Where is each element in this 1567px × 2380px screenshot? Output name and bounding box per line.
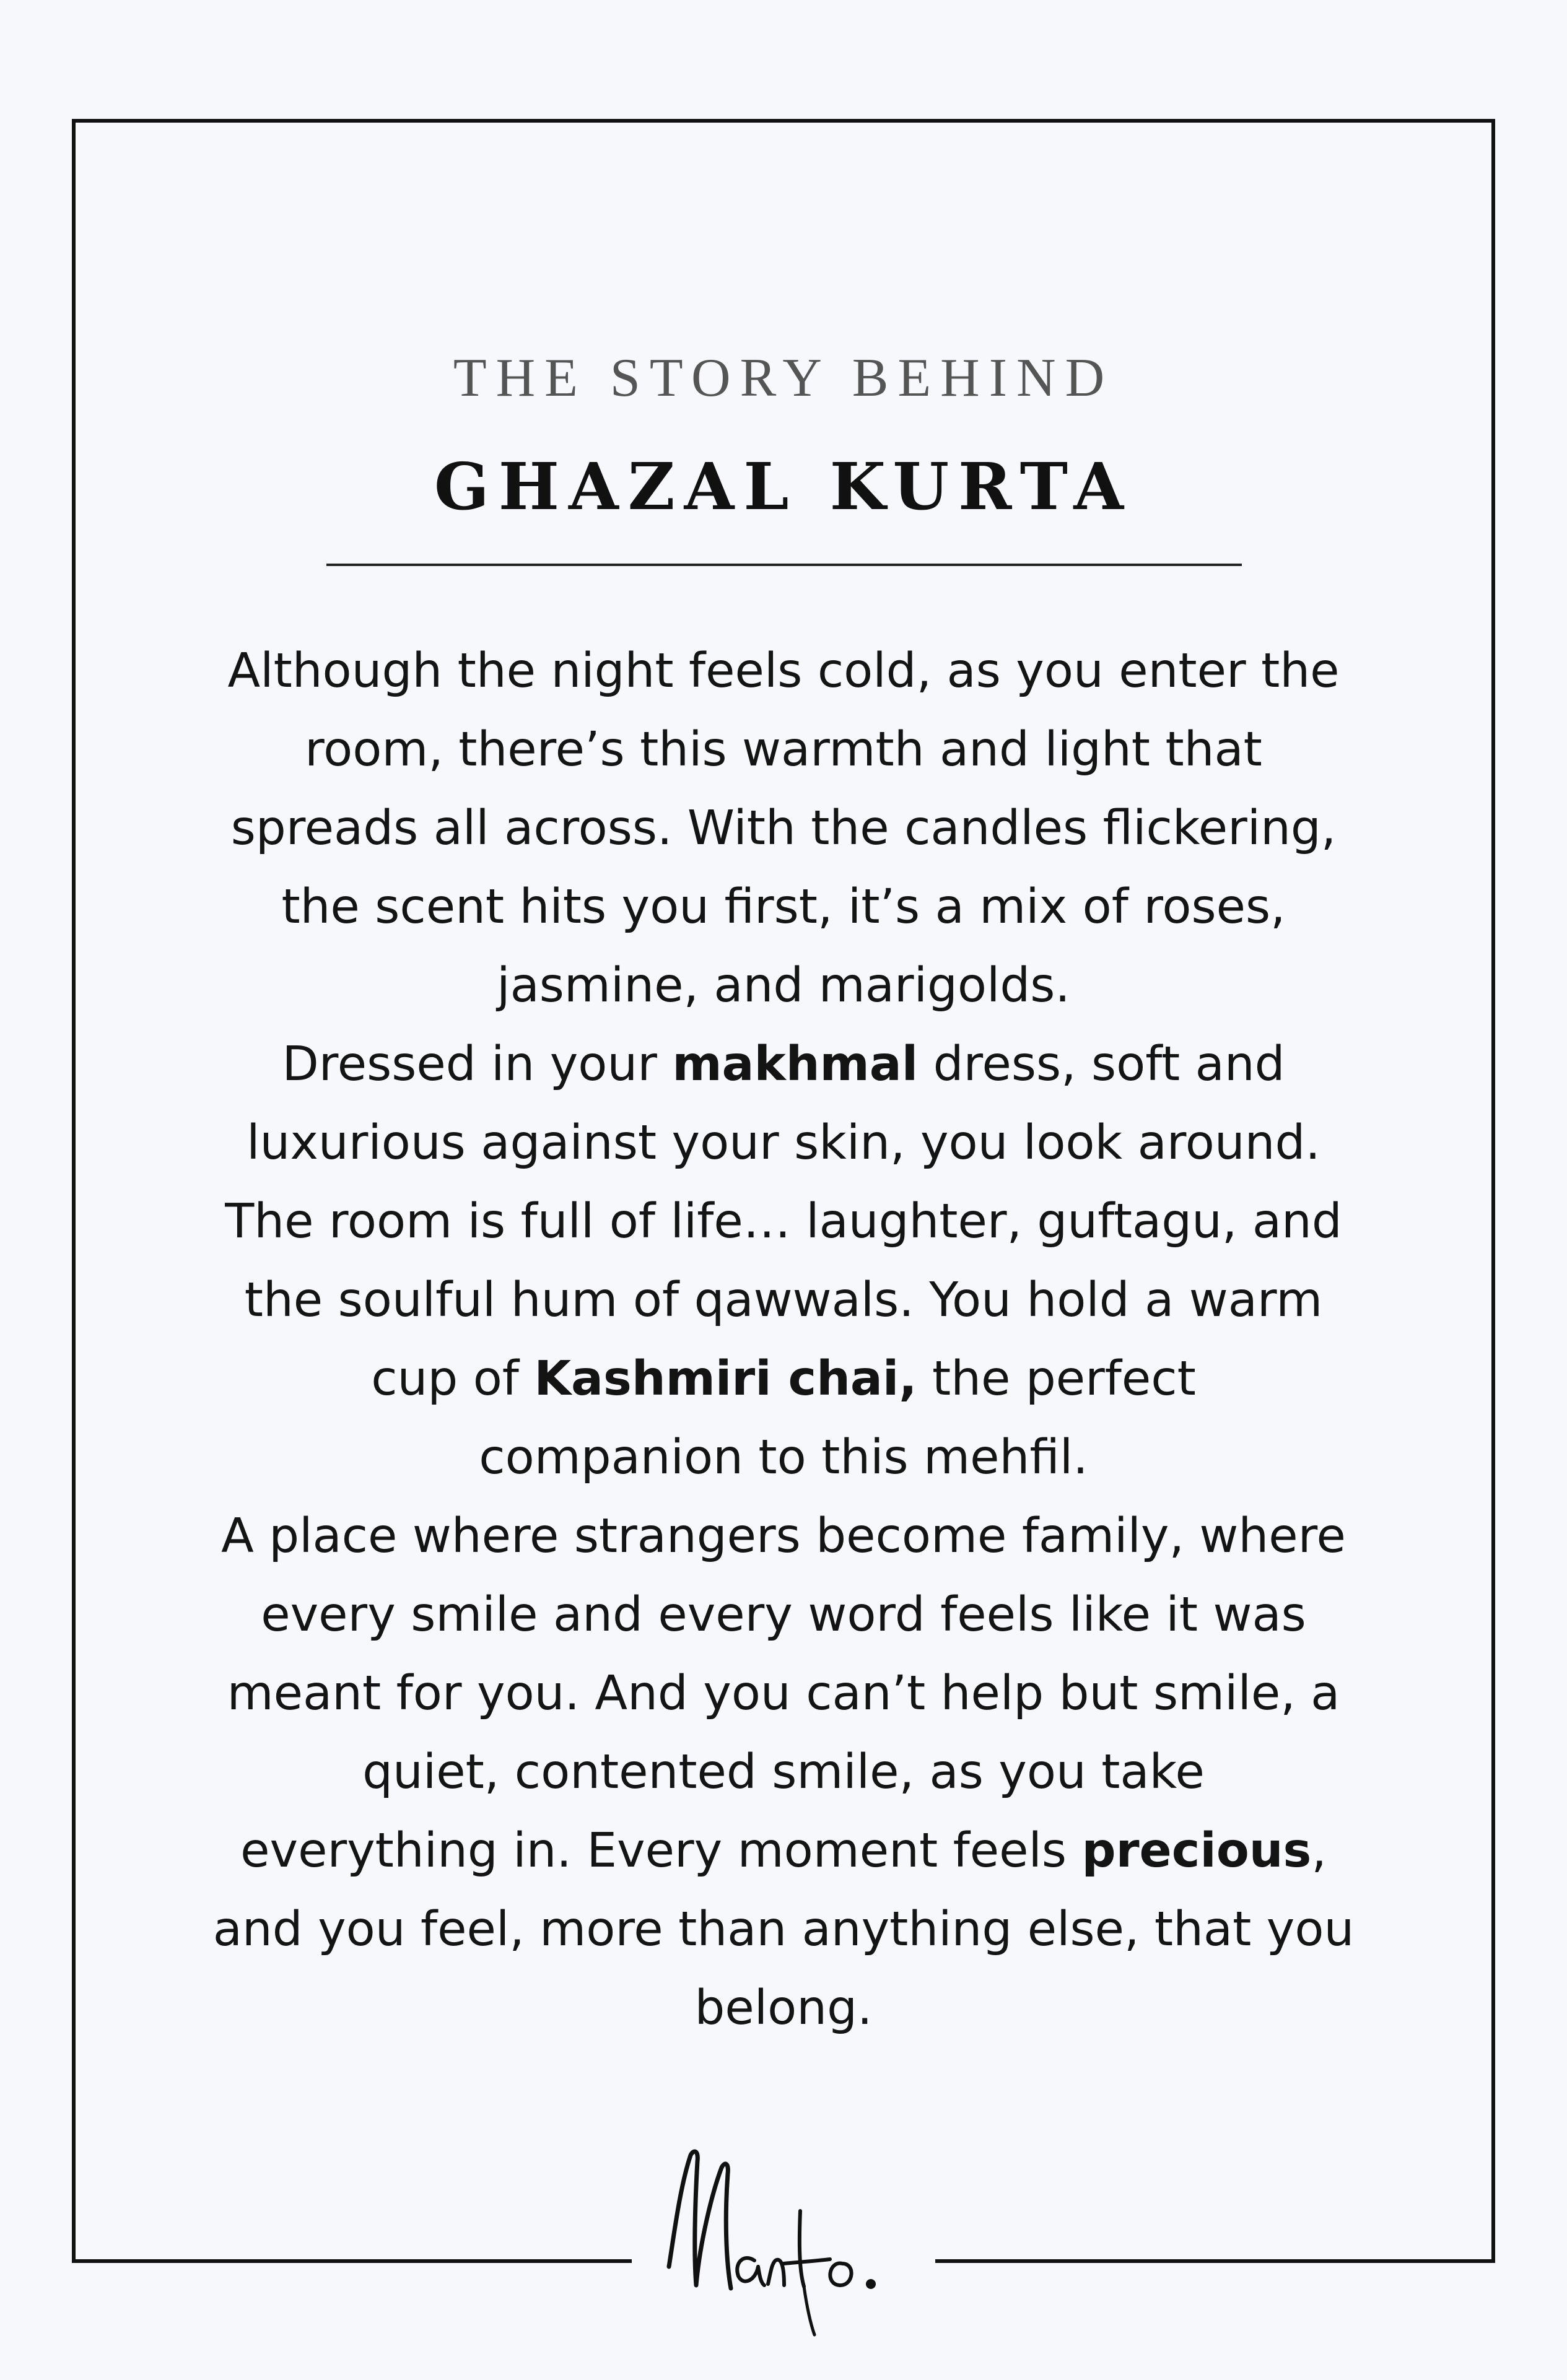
story-line: A place where strangers become family, where (221, 1509, 1346, 1564)
story-line: Dressed in your makhmal dress, soft and (282, 1037, 1285, 1092)
emphasis-precious: precious (1081, 1823, 1312, 1878)
story-line: jasmine, and marigolds. (497, 958, 1070, 1013)
story-line: room, there’s this warmth and light that (305, 722, 1262, 777)
story-line: meant for you. And you can’t help but smile, a (227, 1666, 1340, 1721)
story-line: luxurious against your skin, you look around. (247, 1115, 1320, 1170)
title-divider (326, 564, 1242, 566)
story-line: The room is full of life… laughter, guftagu, and (225, 1194, 1342, 1249)
page-title: GHAZAL KURTA (434, 448, 1133, 525)
emphasis-makhmal: makhmal (672, 1037, 919, 1092)
signature-logo (644, 2137, 923, 2341)
story-line: spreads all across. With the candles flickering, (230, 801, 1337, 856)
story-line: and you feel, more than anything else, that you (212, 1902, 1355, 1957)
story-line: the scent hits you first, it’s a mix of roses, (281, 879, 1286, 935)
story-text (186, 632, 1381, 2047)
eyebrow-heading: THE STORY BEHIND (453, 348, 1114, 408)
story-line: Although the night feels cold, as you enter the (227, 643, 1340, 699)
emphasis-kashmiri-chai: Kashmiri chai, (534, 1351, 917, 1406)
story-line: quiet, contented smile, as you take (362, 1745, 1205, 1800)
story-line: the soulful hum of qawwals. You hold a warm (244, 1273, 1323, 1328)
story-line: companion to this mehfil. (479, 1430, 1088, 1485)
story-line: cup of Kashmiri chai, the perfect (371, 1351, 1196, 1406)
story-line: every smile and every word feels like it was (261, 1587, 1306, 1642)
story-line: everything in. Every moment feels precious, (240, 1823, 1327, 1878)
story-line: belong. (694, 1981, 873, 2036)
